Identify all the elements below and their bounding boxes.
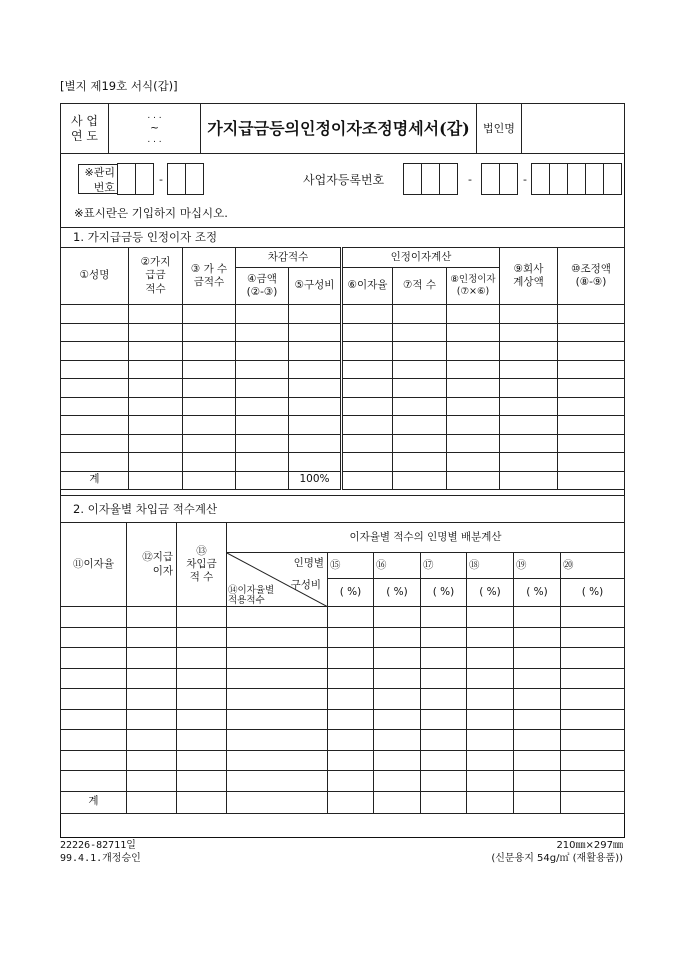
col-advance: ②가지 급금 적수 [129,248,183,305]
table-row [61,342,625,361]
table-cell[interactable] [374,689,421,710]
bizno-box[interactable] [549,163,568,195]
table-cell[interactable] [447,360,500,379]
table-row [61,397,625,416]
table-cell[interactable] [289,416,342,435]
table-cell[interactable] [236,342,289,361]
table-cell[interactable] [236,397,289,416]
table-cell[interactable] [236,416,289,435]
col-interest: ⑧인정이자 (⑦×⑥) [447,268,500,305]
table-cell[interactable] [289,453,342,472]
table-cell[interactable] [236,379,289,398]
table-row [61,453,625,472]
table-row [61,416,625,435]
table-cell[interactable] [514,648,561,669]
table-cell[interactable] [467,709,514,730]
table-cell[interactable] [183,416,236,435]
bizno-box[interactable] [585,163,604,195]
table-cell[interactable] [500,379,558,398]
table-cell [342,471,393,489]
table-cell[interactable] [61,771,127,792]
col-adjust: ⑩조정액 (⑧-⑨) [558,248,625,305]
table-row [61,668,625,689]
table-cell[interactable] [177,771,227,792]
table-cell [500,471,558,489]
table-cell[interactable] [177,709,227,730]
table-row [61,607,625,628]
pct-17[interactable]: ( %) [421,579,467,607]
table-cell[interactable] [342,379,393,398]
table-cell[interactable] [289,305,342,324]
table-cell [467,791,514,813]
table-cell[interactable] [183,323,236,342]
table-cell[interactable] [227,771,328,792]
pct-15[interactable]: ( %) [328,579,374,607]
person-19: ⑲ [514,553,561,579]
col-amount: ④금액 (②-③) [236,268,289,305]
table-cell[interactable] [561,689,625,710]
table-cell[interactable] [61,305,129,324]
table-cell[interactable] [183,434,236,453]
table-cell[interactable] [61,730,127,751]
table-cell[interactable] [227,668,328,689]
table-cell[interactable] [393,434,447,453]
table-cell[interactable] [129,397,183,416]
table-cell[interactable] [393,397,447,416]
table-cell[interactable] [447,453,500,472]
table-row [61,730,625,751]
table-cell[interactable] [127,689,177,710]
mgmt-box[interactable] [185,163,204,195]
table-cell[interactable] [61,607,127,628]
table-cell[interactable] [289,379,342,398]
table-cell[interactable] [500,434,558,453]
footer-left [60,839,141,865]
table-cell[interactable] [393,342,447,361]
group-distribution: 이자율별 적수의 인명별 배분계산 [227,523,625,553]
table-cell[interactable] [236,323,289,342]
table-cell[interactable] [289,434,342,453]
footer-right [491,839,623,865]
table-row [61,689,625,710]
table-cell[interactable] [558,397,625,416]
table-cell[interactable] [467,607,514,628]
person-15: ⑮ [328,553,374,579]
table-cell[interactable] [421,689,467,710]
table-cell[interactable] [500,397,558,416]
bizno-box[interactable] [481,163,500,195]
table-cell[interactable] [227,648,328,669]
table-cell [227,791,328,813]
group-deduct: 차감적수 [236,248,342,268]
table-cell[interactable] [467,668,514,689]
table-row [61,360,625,379]
table-cell[interactable] [129,379,183,398]
table-cell[interactable] [183,342,236,361]
table-cell[interactable] [467,689,514,710]
table-cell[interactable] [328,771,374,792]
table-row [61,709,625,730]
table-cell[interactable] [393,305,447,324]
diag-top: 인명별 [293,557,324,569]
table-cell[interactable] [467,627,514,648]
table-cell[interactable] [374,668,421,689]
table-cell[interactable] [558,323,625,342]
table-cell[interactable] [61,627,127,648]
table-cell[interactable] [61,323,129,342]
table-cell[interactable] [500,305,558,324]
table-cell[interactable] [227,750,328,771]
table-cell[interactable] [127,607,177,628]
table-cell[interactable] [561,730,625,751]
table-cell[interactable] [561,627,625,648]
diag-bottom: ⑭이자율별 적용적수 [228,585,275,606]
table-row [61,627,625,648]
table-cell[interactable] [514,689,561,710]
col-deposit: ③ 가 수 금적수 [183,248,236,305]
table-cell[interactable] [447,379,500,398]
form-label: [별지 제19호 서식(갑)] [60,79,178,93]
table-cell[interactable] [61,379,129,398]
total-label2: 계 [61,791,127,813]
table-cell[interactable] [558,434,625,453]
table-cell[interactable] [447,305,500,324]
table-cell[interactable] [127,668,177,689]
table-row [61,648,625,669]
table-cell[interactable] [183,360,236,379]
table-cell[interactable] [342,434,393,453]
form-code: 22226-82711일 [60,840,136,851]
col-paid-interest: ⑫지급 이자 [127,523,177,607]
table-cell[interactable] [447,342,500,361]
person-17: ⑰ [421,553,467,579]
table-cell [421,791,467,813]
table-cell[interactable] [561,648,625,669]
dash: - [159,172,163,186]
table-cell[interactable] [500,453,558,472]
table-cell[interactable] [393,453,447,472]
table-cell[interactable] [561,709,625,730]
table-cell[interactable] [227,627,328,648]
table-cell[interactable] [61,453,129,472]
table-cell[interactable] [328,750,374,771]
table-cell[interactable] [447,416,500,435]
table-cell[interactable] [177,689,227,710]
period-tilde: ~ [150,121,159,134]
table-cell[interactable] [561,771,625,792]
table-cell[interactable] [183,397,236,416]
bizno-box[interactable] [499,163,518,195]
table-cell[interactable] [514,607,561,628]
table-cell[interactable] [177,627,227,648]
table-cell[interactable] [421,709,467,730]
table-cell[interactable] [129,342,183,361]
total-ratio: 100% [289,471,342,489]
table-cell [328,791,374,813]
table-cell[interactable] [236,453,289,472]
table-cell [514,791,561,813]
table-cell[interactable] [328,730,374,751]
table-cell[interactable] [61,416,129,435]
table-cell [447,471,500,489]
table-cell[interactable] [447,434,500,453]
mgmt-box[interactable] [135,163,154,195]
col-rate: ⑥이자율 [342,268,393,305]
table-cell[interactable] [127,750,177,771]
table-cell [374,791,421,813]
approval-date: 99.4.1.개정승인 [60,853,141,864]
table-cell[interactable] [421,607,467,628]
table-cell[interactable] [289,342,342,361]
table-cell[interactable] [558,453,625,472]
pct-16[interactable]: ( %) [374,579,421,607]
col-ratio: ⑤구성비 [289,268,342,305]
table-cell[interactable] [129,416,183,435]
table-cell[interactable] [374,627,421,648]
table-cell[interactable] [183,453,236,472]
section1-table [60,227,625,490]
diagonal-cell [227,553,328,607]
table-cell[interactable] [227,607,328,628]
table-cell[interactable] [393,379,447,398]
table-cell[interactable] [236,471,289,489]
table-cell[interactable] [177,730,227,751]
table-cell[interactable] [129,434,183,453]
mgmt-number [78,163,204,195]
table-cell[interactable] [467,750,514,771]
bizno-label: 사업자등록번호 [303,173,385,187]
section2-table [60,495,625,814]
mgmt-box[interactable] [167,163,186,195]
table-cell[interactable] [342,305,393,324]
table-cell[interactable] [61,709,127,730]
table-cell[interactable] [374,648,421,669]
table-cell[interactable] [183,471,236,489]
section1-title: 1. 가지급금등 인정이자 조정 [61,228,625,248]
corp-label: 법인명 [477,104,522,154]
table-cell[interactable] [514,709,561,730]
bizno-box[interactable] [421,163,440,195]
table-cell[interactable] [342,323,393,342]
form-title: 가지급금등의인정이자조정명세서(갑) [201,104,477,154]
table-cell[interactable] [127,627,177,648]
table-cell[interactable] [328,689,374,710]
table-cell[interactable] [127,730,177,751]
pct-20[interactable]: ( %) [561,579,625,607]
pct-19[interactable]: ( %) [514,579,561,607]
table-cell[interactable] [129,360,183,379]
table-cell[interactable] [236,360,289,379]
note: ※표시란은 기입하지 마십시오. [74,206,228,220]
year-label: 사 업 연 도 [61,104,109,154]
table-cell[interactable] [328,709,374,730]
table-cell[interactable] [421,627,467,648]
table-row [61,771,625,792]
dash: - [523,172,527,186]
bizno-box[interactable] [567,163,586,195]
table-cell[interactable] [558,305,625,324]
table-cell[interactable] [421,750,467,771]
table-cell[interactable] [177,607,227,628]
table-cell[interactable] [129,453,183,472]
table-cell[interactable] [393,360,447,379]
bizno-box[interactable] [531,163,550,195]
col-sum: ⑦적 수 [393,268,447,305]
table-cell[interactable] [328,607,374,628]
person-16: ⑯ [374,553,421,579]
table-cell[interactable] [393,323,447,342]
table-cell[interactable] [558,379,625,398]
period-dots: . . . [147,134,162,145]
corp-name-field[interactable] [522,104,625,154]
table-cell[interactable] [374,607,421,628]
period-dots: . . . [147,110,162,121]
table-cell[interactable] [421,668,467,689]
table-cell[interactable] [61,668,127,689]
table-cell[interactable] [500,342,558,361]
table-row [61,379,625,398]
table-cell[interactable] [421,648,467,669]
table-cell[interactable] [514,668,561,689]
table-cell[interactable] [183,379,236,398]
table-cell[interactable] [127,648,177,669]
table-cell[interactable] [289,397,342,416]
table-cell[interactable] [342,397,393,416]
pct-18[interactable]: ( %) [467,579,514,607]
table-cell[interactable] [514,771,561,792]
table-cell[interactable] [61,434,129,453]
table-cell[interactable] [127,771,177,792]
mgmt-box[interactable] [117,163,136,195]
bizno-box[interactable] [439,163,458,195]
table-cell[interactable] [227,689,328,710]
bizno-box[interactable] [403,163,422,195]
table-cell[interactable] [342,360,393,379]
table-cell[interactable] [561,668,625,689]
section2-title: 2. 이자율별 차입금 적수계산 [61,496,625,523]
table-cell[interactable] [561,607,625,628]
period-field[interactable] [109,104,201,154]
table-cell[interactable] [447,397,500,416]
table-cell[interactable] [514,627,561,648]
table-cell[interactable] [289,360,342,379]
table-cell[interactable] [61,750,127,771]
mgmt-label: ※관리 번호 [78,164,118,194]
table-row [61,434,625,453]
table-cell[interactable] [61,342,129,361]
table-cell[interactable] [183,305,236,324]
table-cell [393,471,447,489]
table-cell[interactable] [129,471,183,489]
col-rate2: ⑪이자율 [61,523,127,607]
table-cell[interactable] [342,416,393,435]
table-cell[interactable] [500,416,558,435]
table-cell[interactable] [328,668,374,689]
table-cell[interactable] [127,709,177,730]
table-row [61,750,625,771]
header-table [60,103,625,154]
table-cell[interactable] [236,434,289,453]
table-cell[interactable] [421,730,467,751]
table-cell[interactable] [374,730,421,751]
table-cell [127,791,177,813]
table-cell[interactable] [227,730,328,751]
table-cell[interactable] [561,750,625,771]
table-cell[interactable] [558,360,625,379]
table-cell[interactable] [289,323,342,342]
table-cell[interactable] [342,453,393,472]
table-cell[interactable] [500,323,558,342]
bizno-boxes [404,163,622,195]
table-cell [561,791,625,813]
table-cell[interactable] [129,305,183,324]
table-cell[interactable] [421,771,467,792]
table-cell[interactable] [61,397,129,416]
paper-size: 210㎜×297㎜ [556,840,623,851]
table-cell[interactable] [227,709,328,730]
table-cell[interactable] [374,709,421,730]
table-row [61,323,625,342]
table-cell [177,791,227,813]
table-cell[interactable] [61,689,127,710]
table-cell[interactable] [467,730,514,751]
table-cell[interactable] [467,771,514,792]
table-cell[interactable] [236,305,289,324]
table-cell[interactable] [393,416,447,435]
table-cell[interactable] [342,342,393,361]
col-name: ①성명 [61,248,129,305]
table-cell [558,471,625,489]
table-cell[interactable] [500,360,558,379]
table-cell[interactable] [374,771,421,792]
table-row [61,305,625,324]
table-cell[interactable] [558,342,625,361]
dash: - [468,172,472,186]
table-cell[interactable] [328,627,374,648]
table-cell[interactable] [514,750,561,771]
table-cell[interactable] [61,648,127,669]
table-cell[interactable] [177,668,227,689]
table-cell[interactable] [374,750,421,771]
table-cell[interactable] [177,750,227,771]
table-cell[interactable] [467,648,514,669]
group-interest: 인정이자계산 [342,248,500,268]
table-cell[interactable] [328,648,374,669]
person-20: ⑳ [561,553,625,579]
col-booked: ⑨회사 계상액 [500,248,558,305]
paper-type: (신문용지 54g/㎡ (재활용품)) [491,853,623,864]
table-cell[interactable] [129,323,183,342]
table-cell[interactable] [61,360,129,379]
table-cell[interactable] [514,730,561,751]
bizno-box[interactable] [603,163,622,195]
col-borrow-sum: ⑬ 차입금 적 수 [177,523,227,607]
table-cell[interactable] [558,416,625,435]
total-label: 계 [61,471,129,489]
table-cell[interactable] [177,648,227,669]
table-cell[interactable] [447,323,500,342]
diag-mid: 구성비 [290,579,321,591]
person-18: ⑱ [467,553,514,579]
